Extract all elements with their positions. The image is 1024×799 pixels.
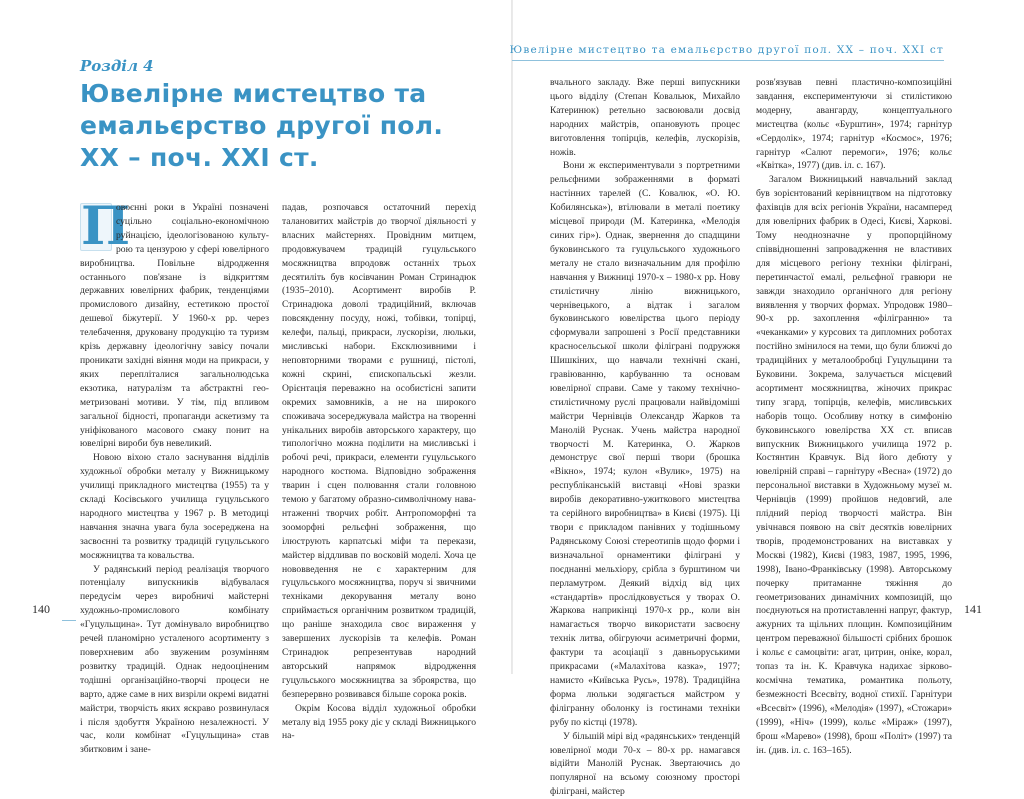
running-head: Ювелірне мистецтво та емальєрство другої пол. ХХ – поч. ХХІ ст [509,44,944,56]
right-column-1 [550,76,740,799]
paragraph: вчального закладу. Вже перші випускники цього відділу (Степан Ковальюк, Михайло Катеринюк) ретельно засвоювали досвід народних майстрів, опановують процес виготовлення топірців, келефів, лускорізів, ножів. [550,77,740,158]
paragraph: Новою віхою стало заснування відділів художньої обробки металу у Вижницькому училищі прикладного мистецтва (1955) та у складі Косівського училища гуцульського народного мистецтва у 1967 р. В методиці навчання значна увага була зосереджена на засвоєнні та розвитку традицій гуцульського мосяжництва та ковальства. [80,452,269,561]
page-number-left: 140 [32,602,50,616]
paragraph: овоєнні роки в Україні позначені суцільно соціально-економічною руйнацією, ідеологізованою культурою та цензурою у сфері ювелірного виробництва. Повільне відродження останнього пов'язане із відкриттям державних ювелірних фабрик, тенденціями промислового дизайну, естетикою простої дешевої біжутерії. У 1960-х рр. через телебачення, друковану продукцію та туризм крізь державну ідеологічну завісу почали проникати західні віяння моди на прикраси, у яких перепліталися загальнолюдська екзотика, натуралізм та абстрактні геометризовані мотиви. У тім, під впливом загальної бідності, пропаганди аскетизму та уніфікованого масового смаку понит на ювелірні вироби був невеликий. [80,202,269,450]
footer-rule-left [62,620,76,621]
right-column-2 [756,76,952,757]
page-number-right: 141 [964,602,982,616]
right-page [509,0,1024,798]
paragraph: падав, розпочався остаточний перехід талановитих майстрів до творчої діяльності у власних майстернях. Провідним митцем, продовжувачем традицій гуцульського мосяжництва впродовж останніх трьох десятиліть був косівчанин Роман Стринадюк (1935–2010). Асортимент виробів Р. Стринадюка доволі традиційний, включав повсякденну посуду, ножі, тобівки, топірці, келефи, пальці, прикраси, лускорізи, люльки, мисливські набори. Ексклюзивними і неповторними творами є рушниці, пістолі, кожні скрині, єпископальські жезли. Орієнтація переважно на особистісні запити окремих замовників, а не на широкого споживача зосереджувала майстра на творенні унікальних виробів авторського характеру, що типологічно можна поділити на мисливські і робочі речі, прикраси, елементи гуцульського народного костюма. Відповідно зображення тварин і сцен полювання стали головною темою у багатому образно-символічному навантаженні творчих робіт. Антропоморфні та зооморфні рельєфні зображення, що ілюструють карпатські міфи та перекази, майстер віддливав по восковій моделі. Хоча це нововведення не є характерним для гуцульського мосяжництва, поруч зі звичними техніками декорування металу воно сприймається органічним розвитком традицій, що раніше знаходила своє вираження у завершених лускорізів та келефів. Роман Стринадюк репрезентував народний авторський напрямок відродження гуцульського мосяжництва за зброярства, що безперервно розвивався більше сорока років. [282,202,476,700]
paragraph: розв'язував певні пластично-композиційні завдання, експериментуючи зі стилістикою модерну, авангарду, концептуального мистецтва (кольє «Бурштин», 1974; гарнітур «Сердолік», 1974; гарнітур «Космос», 1976; гарнітур «Салют перемоги», 1976; кольє «Квітка», 1977) (див. іл. с. 167). [756,77,952,172]
paragraph: У радянський період реалізація творчого потенціалу випускників відбувалася передусім через виробничі майстерні художньо-промислового комбінату «Гуцульщина». Тут домінувало виробництво речей планомірно усталеного асортименту з поверхневим або звуженим розумінням розвитку традицій. Однак недооціненим тодішні організаційно-творчі процеси не варто, адже саме в них визріли окремі видатні майстри, творчість яких яскраво розвинулася і після здобуття Україною незалежності. У час, коли комбінат «Гуцульщина» став збитковим і зане- [80,563,269,756]
left-column-2 [282,201,476,743]
paragraph: Окрім Косова відділ художньої обробки металу від 1955 року діє у складі Вижницького на- [282,702,476,742]
paragraph: Вони ж експериментували з портретними рельєфними зображеннями в форматі настінних тарелей (С. Ковалюк, «О. Ю. Кобилянська»), втілювали в металі поетику місцевої природи (М. Катеринка, «Мелодія синих гір»). Однак, звернення до спадщини буковинського та гуцульського художнього металу не стало визначальним для профілю навчання у Вижниці 1970-х – 1980-х рр. Нову стилістичну лінію вижницького, чернівецького, а відтак і загалом буковинського ювелірства цього періоду сформували запрошені з Росії представники красносельської школи філіграні подружжя Шишкіних, що навчали технічні скані, гравіюванню, карбуванню та основам ювелірної справи. Саме у такому технічно-стилістичному руслі працювали найвідоміші майстри Чернівців Олександр Жарков та Манолій Руснак. Учень майстра народної творчості М. Катеринка, О. Жарков демонструє свої перші твори (брошка «Вікно», 1974; кулон «Вулик», 1975) на республіканській виставці «Нові зразки виробів декоративно-ужиткового мистецтва та серійного виробництва» в Києві (1975). Ці твори є прикладом панівних у тодішньому Радянському Союзі стереотипів щодо форми і визначальної орнаментики філіграні у поєднанні мельхіору, срібла з бурштином чи перламутром. Деякий відхід від цих «стандартів» прослідковується у творах О. Жаркова наприкінці 1970-х рр., коли він намагається творчо використати засвоєну технік литва, обігруючи асиметричні форми, фактури та асоціації з давньоруськими прикрасами («Малахітова казка», 1977; намисто «Київська Русь», 1978). Традиційна форма люльки зодягається майстром у філігранну оболонку із гостинами техніки рубу по кістці (1978). [550,160,740,728]
chapter-title: Ювелірне мистецтво та емальєрство другої пол. ХХ – поч. ХХІ ст. [80,79,444,172]
running-head-rule [512,60,944,61]
chapter-label: Розділ 4 [80,57,154,75]
dropcap: П [81,196,131,257]
paragraph: Загалом Вижницький навчальний заклад був зорієнтований керівництвом на підготовку фахівців для всіх регіонів України, насамперед для ювелірних фабрик в Одесі, Києві, Харкові. Тому неоднозначне у пропорційному співвідношенні запровадження не властивих для місцевого регіону техніки філіграні, перетинчастої емалі, рельєфної гравюри не завжди знаходило органічного для регіону виявлення у творчих формах. Упродовж 1980–90-х рр. захоплення «філігранню» та «чеканками» у курсових та дипломних роботах постійно змінилося на теми, що були ближчі до традиційних у металообробці Гуцульщини та Буковини. Зокрема, залучається місцевий асортимент мосяжництва, жіночих прикрас типу згард, топірців, келефів, мисливських наборів тощо. Особливу нотку в симфонію буковинського ювелірства ХХ ст. вписав випускник Вижницького училища 1972 р. Костянтин Кравчук. Від його дебюту у ювелірній справі – гарнітуру «Весна» (1972) до персональної виставки в Художньому музеї м. Чернівців (1999) пройшов недовгий, але плідний період творчості майстра. Він увічнався появою на світ десятків ювелірних творів, продемонстрованих на виставках у Москві (1982), Києві (1983, 1987, 1995, 1996, 1998), Івано-Франківську (1998). Авторському почерку притаманне тяжіння до геометризованих динамічних композицій, що поєднуються на протиставленні напруг, фактур, ажурних та щільних площин. Композиційним центром переважної більшості срібних брошок і кольє є самоцвіти: агат, цитрин, оніке, корал, топаз та ін. К. Кравчука надихає зірково-космічна тематика, романтика польоту, безмежності Всесвіту, водної стихії. Гарнітури «Всесвіт» (1996), «Мелодія» (1997), «Стожари» (1999), «Ніч» (1999), кольє «Міраж» (1997), брош «Марево» (1998), брош «Політ» (1997) та ін. (див. іл. с. 163–165). [756,174,952,756]
left-column-1 [80,196,269,757]
left-page [0,0,512,756]
paragraph: У більшій мірі від «радянських» тенденцій ювелірної моди 70-х – 80-х рр. намагався відійти Манолій Руснак. Звертаючись до популярної на всьому союзному просторі філіграні, майстер [550,730,740,798]
